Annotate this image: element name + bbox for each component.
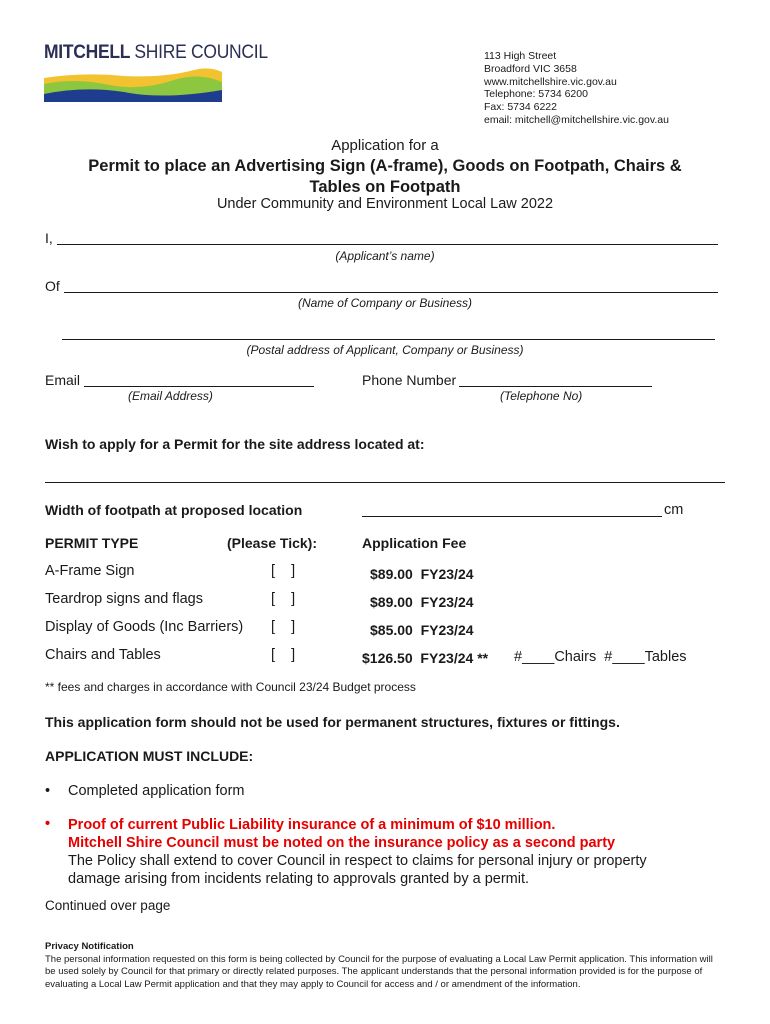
form-subtitle: Under Community and Environment Local Law 2022 bbox=[216, 196, 554, 212]
logo-text-bold: MITCHELL bbox=[44, 42, 130, 63]
continued-over-page: Continued over page bbox=[45, 898, 171, 913]
policy-extension-text: The Policy shall extend to cover Council in respect to claims for personal injury or property damage arising from incidents relating to approvals granted by a permit. bbox=[68, 853, 647, 887]
application-fee-header: Application Fee bbox=[362, 535, 467, 551]
applicant-label: I, bbox=[45, 230, 53, 246]
chairs-tables-count[interactable]: #____Chairs #____Tables bbox=[514, 649, 687, 665]
site-address-line[interactable] bbox=[45, 482, 725, 483]
company-label: Of bbox=[45, 278, 60, 294]
council-logo-hills bbox=[44, 64, 222, 102]
tick-box[interactable]: [ ] bbox=[271, 647, 296, 663]
applicant-hint: (Applicant’s name) bbox=[335, 249, 435, 263]
phone-hint: (Telephone No) bbox=[500, 389, 583, 403]
email-hint: (Email Address) bbox=[128, 389, 213, 403]
applicant-name-line[interactable] bbox=[57, 244, 718, 245]
fees-note: ** fees and charges in accordance with Council 23/24 Budget process bbox=[45, 680, 416, 694]
tick-box[interactable]: [ ] bbox=[271, 591, 296, 607]
bullet-dot: • bbox=[45, 783, 51, 799]
phone-line[interactable] bbox=[459, 386, 652, 387]
form-title-line1: Permit to place an Advertising Sign (A-frame), Goods on Footpath, Chairs & bbox=[88, 157, 682, 175]
contact-line: www.mitchellshire.vic.gov.au bbox=[484, 75, 617, 88]
contact-line: 113 High Street bbox=[484, 50, 557, 62]
email-label: Email bbox=[45, 372, 81, 388]
contact-details bbox=[484, 50, 669, 127]
footpath-width-line[interactable] bbox=[362, 516, 662, 517]
company-name-line[interactable] bbox=[64, 292, 718, 293]
company-hint: (Name of Company or Business) bbox=[297, 296, 473, 310]
privacy-heading: Privacy Notification bbox=[45, 941, 134, 952]
permit-row-fee: $126.50 FY23/24 ** bbox=[362, 650, 489, 666]
postal-hint: (Postal address of Applicant, Company or Business) bbox=[246, 343, 524, 357]
contact-line: Fax: 5734 6222 bbox=[484, 101, 557, 114]
site-address-label: Wish to apply for a Permit for the site address located at: bbox=[45, 436, 425, 452]
please-tick-header: (Please Tick): bbox=[227, 535, 318, 551]
council-logo-text bbox=[44, 42, 268, 64]
must-include-heading: APPLICATION MUST INCLUDE: bbox=[45, 748, 254, 764]
application-for-label: Application for a bbox=[331, 137, 439, 154]
permit-row-fee: $89.00 FY23/24 bbox=[370, 566, 474, 582]
logo-text-rest: SHIRE COUNCIL bbox=[134, 42, 268, 63]
include-item-form: Completed application form bbox=[68, 783, 245, 799]
contact-line: email: mitchell@mitchellshire.vic.gov.au bbox=[484, 113, 669, 126]
footpath-unit: cm bbox=[664, 502, 684, 518]
permit-row-type: Chairs and Tables bbox=[45, 647, 161, 663]
phone-label: Phone Number bbox=[362, 372, 457, 388]
permit-row-type: A-Frame Sign bbox=[45, 563, 135, 579]
postal-address-line[interactable] bbox=[62, 339, 715, 340]
form-title bbox=[40, 156, 730, 198]
tick-box[interactable]: [ ] bbox=[271, 619, 296, 635]
permanent-structures-notice: This application form should not be used for permanent structures, fixtures or fittings. bbox=[45, 714, 620, 730]
include-item-insurance bbox=[68, 816, 728, 888]
contact-line: Telephone: 5734 6200 bbox=[484, 88, 588, 101]
insurance-requirement: Proof of current Public Liability insurance of a minimum of $10 million. bbox=[68, 817, 556, 833]
permit-row-fee: $89.00 FY23/24 bbox=[370, 594, 474, 610]
form-title-line2: Tables on Footpath bbox=[309, 178, 461, 196]
permit-type-header: PERMIT TYPE bbox=[45, 535, 139, 551]
tick-box[interactable]: [ ] bbox=[271, 563, 296, 579]
permit-row-type: Teardrop signs and flags bbox=[45, 591, 203, 607]
privacy-body: The personal information requested on this form is being collected by Council for the purpose of evaluating a Local Law Permit application. This information will be used solely by Council for that primary or directly related purposes. The applicant understands that the personal information provided is for the purpose of evaluating a Local Law Permit application and that they may apply to Council for access and / or amendment of the information. bbox=[45, 953, 713, 990]
email-line[interactable] bbox=[84, 386, 314, 387]
contact-line: Broadford VIC 3658 bbox=[484, 62, 577, 75]
privacy-notification bbox=[45, 941, 725, 991]
permit-row-type: Display of Goods (Inc Barriers) bbox=[45, 619, 244, 635]
footpath-width-label: Width of footpath at proposed location bbox=[45, 502, 303, 518]
second-party-requirement: Mitchell Shire Council must be noted on the insurance policy as a second party bbox=[68, 835, 616, 851]
bullet-dot: • bbox=[45, 816, 51, 832]
permit-row-fee: $85.00 FY23/24 bbox=[370, 622, 474, 638]
